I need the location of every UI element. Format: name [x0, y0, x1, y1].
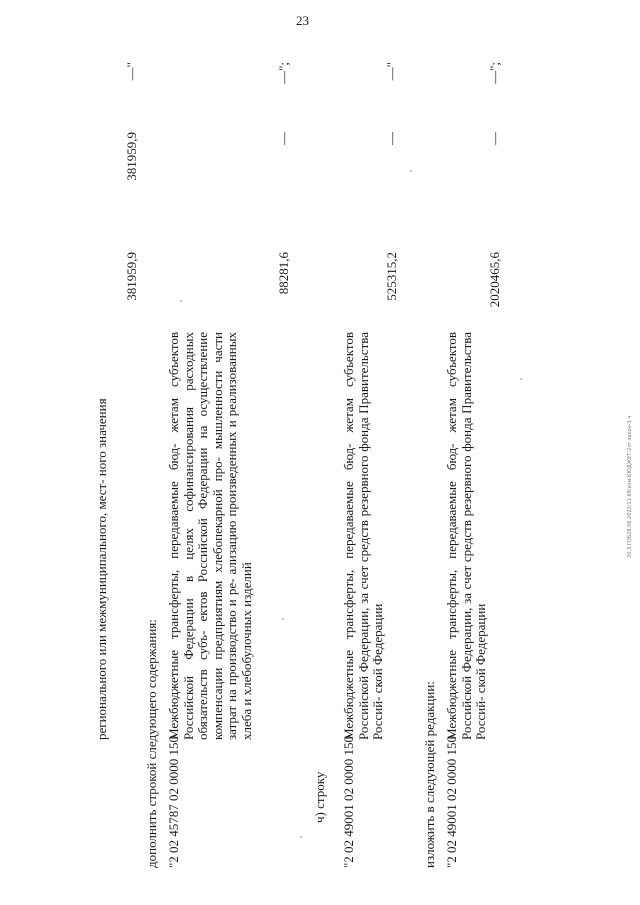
row-2-value-3: —": [384, 62, 399, 81]
row-3-value-2: —: [487, 132, 502, 145]
row-1-value-1: 88281,6: [276, 252, 291, 295]
scan-speck: [410, 170, 412, 172]
row-3-value-1: 2020465,6: [487, 252, 502, 308]
row-2-description: Межбюджетные трансферты, передаваемые бюд- жетам субъектов Российской Федерации, за счет средств резервного фонда Правительства Россий- ской Федерации: [341, 332, 385, 740]
row-1-value-2: —: [276, 132, 291, 145]
row-0-value-2: 381959,9: [124, 132, 139, 181]
row-0-description: регионального или межмуниципального, мест- ного значения: [94, 398, 109, 740]
side-note: 20.3.ГОБ28.06.2022/11:69/изм-БЮДЖЕТ-2зт-закон-1 ч: [627, 415, 633, 558]
row-0-value-3: —": [124, 62, 139, 81]
scan-speck: [282, 618, 284, 620]
row-2-value-1: 525315,2: [384, 252, 399, 301]
rotated-table: [85, 58, 605, 868]
instruction-row: ч) строку: [312, 771, 327, 823]
row-0-value-1: 381959,9: [124, 252, 139, 301]
row-1-code: "2 02 45787 02 0000 150: [166, 735, 181, 868]
row-2-value-2: —: [384, 132, 399, 145]
row-3-value-3: —";: [487, 62, 502, 84]
row-3-description: Межбюджетные трансферты, передаваемые бюд- жетам субъектов Российской Федерации, за счет средств резервного фонда Правительства Россий- ской Федерации: [444, 332, 488, 740]
instruction-replace: изложить в следующей редакции:: [422, 681, 437, 868]
row-2-code: "2 02 49001 02 0000 150: [341, 735, 356, 868]
instruction-append: дополнить строкой следующего содержания:: [144, 619, 159, 868]
row-1-description: Межбюджетные трансферты, передаваемые бюд- жетам субъектов Российской Федерации в целях софинансирования расходных обязательств субъ- ектов Российской Федерации на осуществление компенсации предприятиям хлебопекарной про- мышленности части затрат на производство и ре- ализацию произведенных и реализованных хлеба и хлебобулочных изделий: [166, 332, 254, 740]
page-number: 23: [296, 13, 309, 28]
row-1-value-3: —";: [276, 62, 291, 84]
scan-speck: [180, 300, 182, 302]
scan-speck: [300, 836, 302, 838]
scan-speck: [520, 378, 522, 380]
row-3-code: "2 02 49001 02 0000 150: [444, 735, 459, 868]
